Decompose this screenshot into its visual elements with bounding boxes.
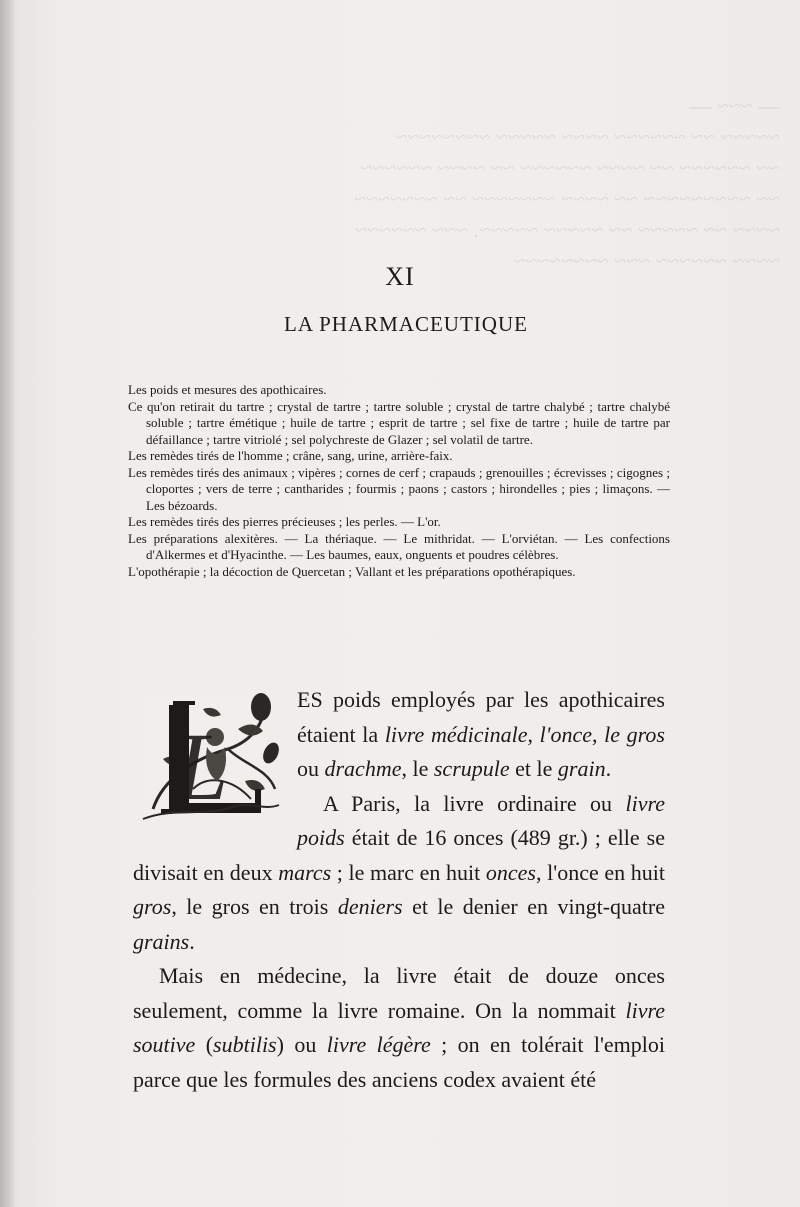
summary-item: Les préparations alexitères. — La thériaque. — Le mithridat. — L'orviétan. — Les confections d'Alkermes et d'Hyacinthe. — Les baumes, eaux, onguents et poudres célèbres.: [128, 530, 670, 562]
dropcap-letter: L: [175, 713, 229, 820]
chapter-title: LA PHARMACEUTIQUE: [284, 312, 528, 336]
paragraph-1: L ES poids employés par les apothicaires étaient la livre médicinale, l'once, le gros ou drachme, le scrupule et le grain.: [133, 683, 665, 787]
body-text: [133, 683, 665, 1097]
paragraph-3: Mais en médecine, la livre était de douze onces seulement, comme la livre romaine. On la nommait livre soutive (subtilis) ou livre légère ; on en tolérait l'emploi parce que les formules des anciens codex avaient été: [133, 963, 666, 1092]
paragraph-2: A Paris, la livre ordinaire ou livre poids était de 16 onces (489 gr.) ; elle se divisait en deux marcs ; le marc en huit onces, l'once en huit gros, le gros en trois deniers et le denier en vingt-quatre grains.: [133, 790, 665, 954]
first-word-rest: ES: [297, 687, 323, 712]
summary-item: Les remèdes tirés des animaux ; vipères ; cornes de cerf ; crapauds ; grenouilles ; écrevisses ; cigognes ; cloportes ; vers de terre ; cantharides ; fourmis ; paons ; castors ; hirondelles ; pies ; limaçons. — Les bézoards.: [128, 464, 670, 513]
page-gutter-shadow: [0, 0, 14, 1207]
summary-item: Ce qu'on retirait du tartre ; crystal de tartre ; tartre soluble ; crystal de tartre chalybé ; tartre chalybé soluble ; tartre émétique ; huile de tartre ; esprit de tartre ; sel fixe de tartre ; huile de tartre par défaillance ; tartre vitriolé ; sel polychreste de Glazer ; sel volatil de tartre.: [128, 398, 670, 447]
summary-item: Les poids et mesures des apothicaires.: [128, 382, 327, 397]
ornamental-dropcap-illustration: [133, 689, 283, 825]
summary-item: L'opothérapie ; la décoction de Quercetan ; Vallant et les préparations opothérapiques.: [128, 563, 576, 579]
chapter-number: XI: [385, 262, 415, 291]
summary-item: Les remèdes tirés des pierres précieuses ; les perles. — L'or.: [128, 514, 441, 529]
bleed-through-texture: — ~~~ — ~~~~~ ~~ ~~~~~~ ~~~~ ~~~~~ ~~~~~~~~ ~~ ~~~~~~ ~~ ~~~~ ~~~~~~ ~~ ~~~~ ~~~~~~ ~~ ~~~~~~~~~ ~~ ~~~~ ~~~~~~~ ~~ ~~~~~~~ ~~~~ ~~ ~~~~~ ~~ ~~~~~ ~~~~~. ~~~ ~~~~~~ ~~~~ ~~~~~~ ~~~ ~~~~~~~~: [354, 93, 780, 273]
summary-item: Les remèdes tirés de l'homme ; crâne, sang, urine, arrière-faix.: [128, 448, 453, 463]
chapter-summary: [128, 382, 670, 580]
